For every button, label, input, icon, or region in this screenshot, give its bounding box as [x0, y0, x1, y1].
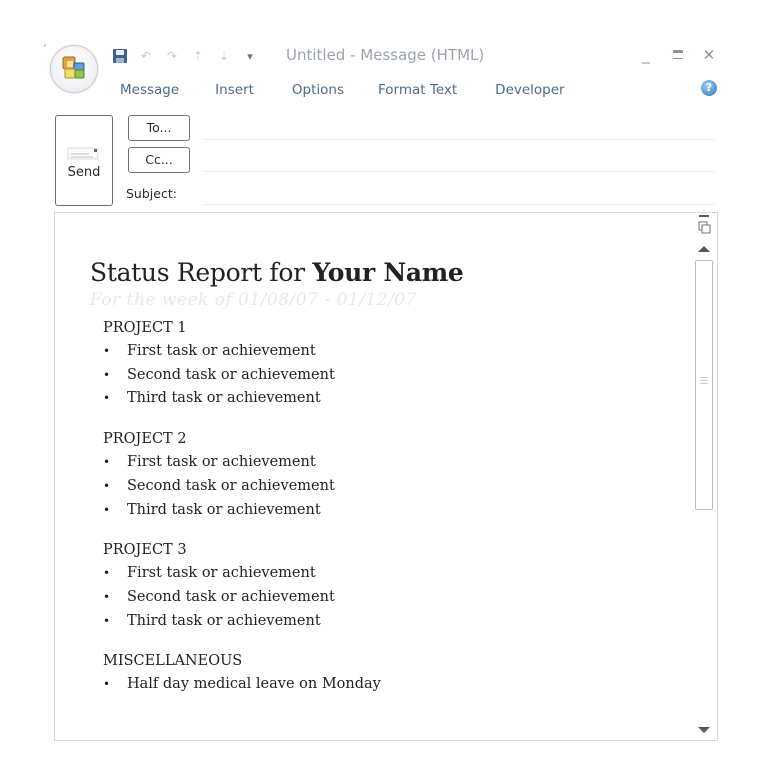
document-content [90, 258, 464, 697]
list-item: • First task or achievement [103, 565, 316, 582]
office-logo-icon [61, 55, 87, 81]
cc-button[interactable]: Cc... [128, 147, 190, 173]
section-heading: PROJECT 1 [103, 320, 187, 336]
section-heading: PROJECT 3 [103, 542, 187, 559]
window-title: Untitled - Message (HTML) [286, 46, 485, 64]
list-item: • Half day medical leave on Monday [103, 676, 381, 693]
section-project-3 [103, 538, 464, 633]
cc-field[interactable] [203, 147, 716, 172]
tab-insert[interactable]: Insert [215, 82, 254, 98]
tab-format-text[interactable]: Format Text [378, 82, 458, 98]
section-heading: MISCELLANEOUS [103, 653, 243, 670]
scroll-down-arrow-icon[interactable] [698, 727, 710, 733]
document-subtitle: For the week of 01/08/07 - 01/12/07 [90, 290, 417, 310]
list-item: • First task or achievement [103, 343, 316, 359]
tab-options[interactable]: Options [291, 82, 344, 98]
send-button[interactable] [55, 115, 113, 206]
send-label: Send [67, 165, 101, 180]
office-button[interactable] [50, 45, 98, 93]
save-icon[interactable] [112, 48, 128, 64]
section-heading: PROJECT 2 [103, 431, 187, 448]
quick-access-toolbar [112, 47, 258, 65]
list-item: • Second task or achievement [103, 588, 335, 605]
subject-field[interactable] [203, 180, 716, 205]
ruler-toggle-icon[interactable] [696, 214, 712, 238]
close-button[interactable]: ✕ [702, 46, 716, 64]
scroll-grip-icon [700, 377, 708, 385]
subject-label: Subject: [126, 186, 177, 201]
list-item: • Second task or achievement [103, 366, 335, 383]
list-item: • Third task or achievement [103, 612, 321, 629]
vertical-scrollbar-thumb[interactable] [695, 260, 713, 510]
minimize-button[interactable]: _ [642, 46, 650, 64]
customize-dropdown-icon[interactable]: ▾ [247, 49, 253, 63]
list-item: • First task or achievement [103, 454, 316, 471]
document-title: Status Report for Your Name [90, 258, 464, 287]
to-field[interactable] [203, 115, 716, 140]
list-item: • Third task or achievement [103, 390, 321, 407]
maximize-button[interactable] [668, 45, 688, 62]
list-item: • Third task or achievement [103, 501, 321, 518]
section-project-2 [103, 427, 464, 522]
envelope-send-icon [67, 146, 99, 160]
tab-message[interactable]: Message [120, 82, 180, 98]
down-arrow-icon[interactable]: ⇣ [218, 49, 230, 63]
section-miscellaneous [103, 649, 464, 697]
help-icon[interactable]: ? [701, 80, 717, 96]
scroll-up-arrow-icon[interactable] [698, 246, 710, 252]
tab-developer[interactable]: Developer [495, 82, 565, 98]
list-item: • Second task or achievement [103, 477, 335, 494]
undo-icon[interactable]: ↶ [140, 49, 152, 63]
redo-icon[interactable]: ↷ [166, 49, 178, 63]
to-button[interactable]: To... [128, 115, 190, 141]
ribbon-tabs [120, 82, 601, 98]
section-project-1 [103, 316, 464, 411]
window-corner-mark: ˏ [42, 36, 47, 47]
up-arrow-icon[interactable]: ⇡ [192, 49, 204, 63]
